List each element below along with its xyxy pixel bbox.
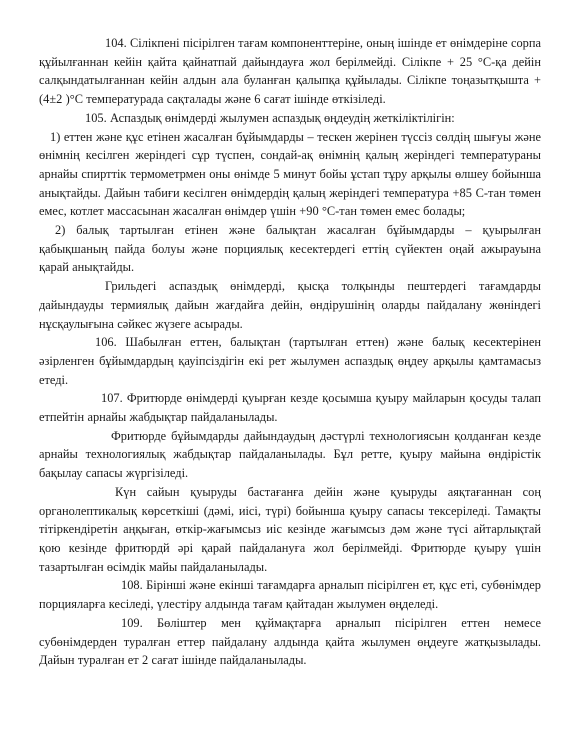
paragraph-107: 107. Фритюрде өнімдерді қуырған кезде қосымша қуыру майларын қосуды талап етпейтін арнайы жабдықтар пайдаланылады.: [39, 391, 541, 425]
paragraph-104: 104. Сілікпені пісірілген тағам компоненттеріне, оның ішінде ет өнімдеріне сорпа құйылғаннан кейін қайта қайнатпай дайындауға жол берілмейді. Сілікпе + 25 °С-қа дейін салқындатылғаннан кейін алдын ала буланған қалыпқа құйылады. Сілікпе тоңазытқышта +(4±2 )°С температурада сақталады және 6 сағат ішінде өткізіледі.: [39, 36, 541, 107]
paragraph-grill: Грильдегі аспаздық өнімдерді, қысқа толқынды пештердегі тағамдарды дайындауды термиялық дайын жағдайға дейін, өндірушінің оларды пайдалану жөніндегі нұсқаулығына сәйкес жүзеге асырады.: [39, 279, 541, 331]
paragraph-105-item-1: 1) еттен және құс етінен жасалған бұйымдарды – тескен жерінен түссіз сөлдің шығуы және өнімнің кесілген жеріндегі сұр түспен, сондай-ақ өнімнің қалың жеріндегі температураны арнайы спирттік термометрмен оны өнімде 5 минут бойы ұстап тұру арқылы өлшеу бойынша анықтайды. Дайын табиғи кесілген өнімдердің қалың жеріндегі температура +85 С-тан төмен емес, котлет массасынан жасалған өнімдер үшін +90 °С-тан төмен емес болады;: [39, 129, 541, 219]
paragraph-106: 106. Шабылған еттен, балықтан (тартылған еттен) және балық кесектерінен әзірленген бұйымдардың қауіпсіздігін екі рет жылумен аспаздық өңдеу арқылы қамтамасыз етеді.: [39, 335, 541, 387]
paragraph-105-item-2: 2) балық тартылған етінен және балықтан жасалған бұйымдарды – қуырылған қабықшаның пайда болуы және порциялық кесектердегі еттің сүйектен оңай ажырауына қарай анықтайды.: [39, 223, 541, 275]
paragraph-fryer-technology: Фритюрде бұйымдарды дайындаудың дәстүрлі технологиясын қолданған кезде арнайы технологиялық жабдықтар пайдаланылады. Бұл ретте, қуыру майына өндірістік бақылау сапасы жүргізіледі.: [39, 428, 541, 481]
paragraph-daily-frying-check: Күн сайын қуыруды бастағанға дейін және қуыруды аяқтағаннан соң органолептикалық көрсеткіші (дәмі, иісі, түрі) бойынша қуыру сапасы тексеріледі. Тамақты тітіркендіретін аңқыған, өткір-жағымсыз иіс кезінде жағымсыз дәм және түсі айтарлықтай қою кезінде фритюрдй әрі қарай пайдалануға жол берілмейді. Фритюрде қуыру үшін тазартылған өсімдік майы пайдаланылады.: [39, 484, 541, 574]
paragraph-105: 105. Аспаздық өнімдерді жылумен аспаздық өңдеудің жеткіліктілігін:: [85, 110, 455, 125]
paragraph-108: 108. Бірінші және екінші тағамдарға арналып пісірілген ет, құс еті, субөнімдер порцияларға кесіледі, үлестіру алдында тағам қайтадан жылумен өңделеді.: [39, 578, 541, 612]
paragraph-109: 109. Бөліштер мен құймақтарға арналып пісірілген еттен немесе субөнімдерден туралған еттер пайдалану алдында қайта жылумен өңдеуге жатқызылады. Дайын туралған ет 2 сағат ішінде пайдаланылады.: [39, 615, 541, 668]
